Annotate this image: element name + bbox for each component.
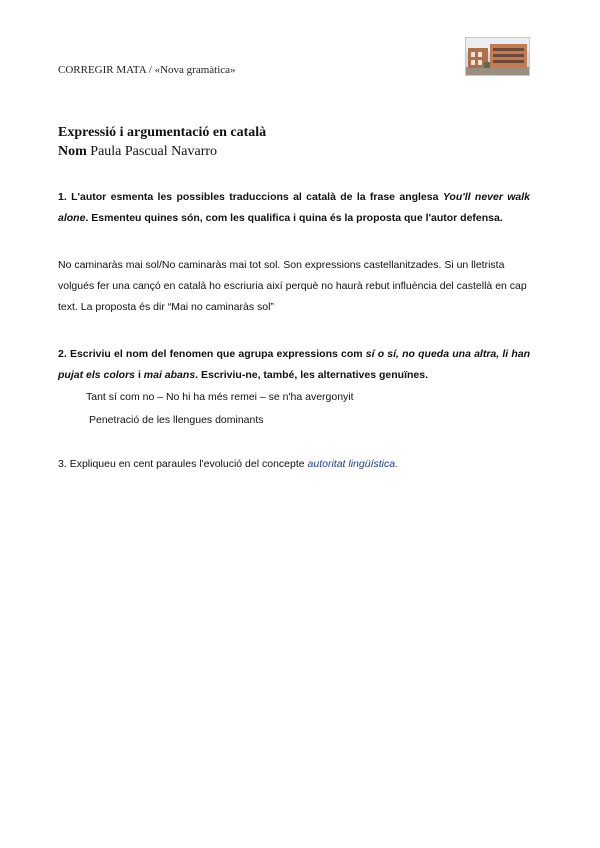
name-label: Nom xyxy=(58,144,87,159)
school-building-photo xyxy=(465,37,530,76)
question-2-emphasis-2: mai abans xyxy=(143,369,196,381)
question-2 xyxy=(58,344,530,386)
student-name-line xyxy=(58,142,266,161)
question-1-text-a: L'autor esmenta les possibles traduccions al català de la frase anglesa xyxy=(71,191,439,203)
question-1 xyxy=(58,187,530,229)
question-3 xyxy=(58,456,398,472)
question-2-emphasis-1: sí o sí, no queda una altra, li han pujat els colors xyxy=(58,348,531,381)
question-1-number: 1. xyxy=(58,191,67,203)
student-name: Paula Pascual Navarro xyxy=(90,144,218,159)
question-3-text-a: Expliqueu en cent paraules l'evolució del concepte xyxy=(69,458,305,470)
answer-2-line-2: Penetració de les llengues dominants xyxy=(89,414,264,426)
course-header: CORREGIR MATA / «Nova gramàtica» xyxy=(58,64,236,76)
question-2-text-mid: i xyxy=(135,369,144,381)
question-2-number: 2. xyxy=(58,348,67,360)
question-1-text-b: . Esmenteu quines són, com les qualifica i quina és la proposta que l'autor defensa. xyxy=(85,212,503,224)
question-2-text-a: Escriviu el nom del fenomen que agrupa expressions com xyxy=(69,348,363,360)
question-1-emphasis: You'll never walk alone xyxy=(58,191,531,224)
document-title: Expressió i argumentació en català xyxy=(58,125,267,140)
answer-1: No caminaràs mai sol/No caminaràs mai tot sol. Son expressions castellanitzades. Si un lletrista volgués fer una cançó en català ho escriuria així perquè no haurà rebut influència del castellà en cap text. La proposta és dir “Mai no caminaràs sol” xyxy=(58,259,527,313)
question-3-number: 3. xyxy=(58,458,67,470)
question-3-emphasis: autoritat lingüística. xyxy=(307,458,398,470)
answer-2-line-1: Tant sí com no – No hi ha més remei – se n'ha avergonyit xyxy=(86,391,354,403)
title-block xyxy=(58,123,266,161)
school-building-icon xyxy=(466,38,529,75)
question-2-text-b: . Escriviu-ne, també, les alternatives genuïnes. xyxy=(195,369,428,381)
